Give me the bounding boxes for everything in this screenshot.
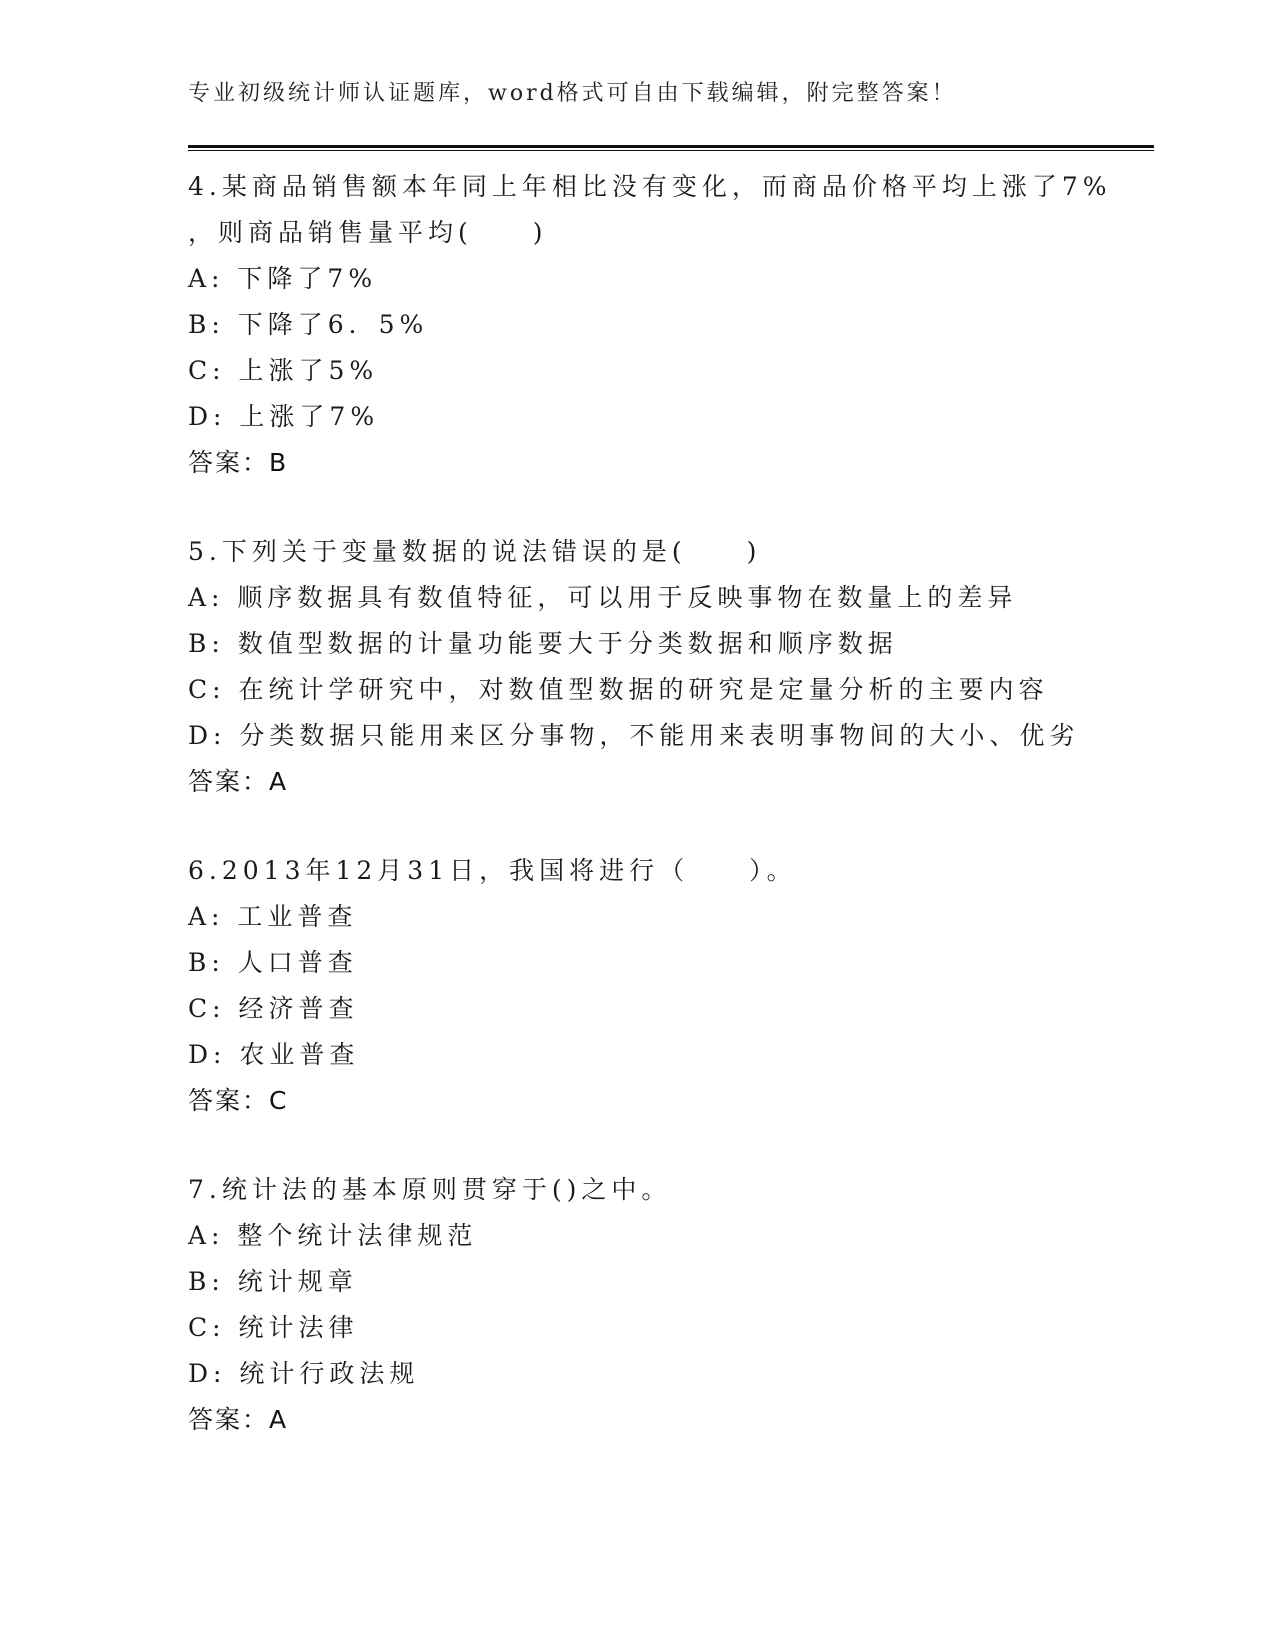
option-c: C: 统计法律 [188, 1313, 359, 1342]
header-rule-thick [188, 145, 1154, 148]
question-stem: 4.某商品销售额本年同上年相比没有变化，而商品价格平均上涨了7% [188, 172, 1112, 201]
option-c: C: 上涨了5% [188, 356, 379, 385]
option-d: D: 分类数据只能用来区分事物，不能用来表明事物间的大小、优劣 [188, 721, 1080, 750]
option-d: D: 上涨了7% [188, 402, 380, 431]
option-c: C: 经济普查 [188, 994, 359, 1023]
page-header: 专业初级统计师认证题库，word格式可自由下载编辑，附完整答案！ [188, 81, 957, 106]
option-d: D: 统计行政法规 [188, 1359, 420, 1388]
option-a: A: 整个统计法律规范 [188, 1221, 478, 1250]
answer: 答案：C [188, 1086, 289, 1115]
option-b: B: 数值型数据的计量功能要大于分类数据和顺序数据 [188, 629, 898, 658]
answer: 答案：B [188, 448, 289, 477]
option-b: B: 统计规章 [188, 1267, 358, 1296]
header-rule-thin [188, 150, 1154, 151]
question-stem: 7.统计法的基本原则贯穿于()之中。 [188, 1175, 672, 1204]
option-a: A: 下降了7% [188, 264, 378, 293]
question-5 [188, 529, 1118, 805]
option-b: B: 人口普查 [188, 948, 358, 977]
answer: 答案：A [188, 1405, 289, 1434]
question-7 [188, 1167, 1118, 1443]
question-stem: 5.下列关于变量数据的说法错误的是( ) [188, 537, 762, 566]
question-list [188, 164, 1118, 1486]
option-a: A: 顺序数据具有数值特征，可以用于反映事物在数量上的差异 [188, 583, 1018, 612]
option-d: D: 农业普查 [188, 1040, 360, 1069]
question-stem-continued: ，则商品销售量平均( ) [188, 218, 548, 247]
question-stem: 6.2013年12月31日，我国将进行（ ）。 [188, 856, 797, 885]
option-c: C: 在统计学研究中，对数值型数据的研究是定量分析的主要内容 [188, 675, 1049, 704]
question-6 [188, 848, 1118, 1124]
option-a: A: 工业普查 [188, 902, 358, 931]
option-b: B: 下降了6．5% [188, 310, 429, 339]
question-4 [188, 164, 1118, 486]
answer: 答案：A [188, 767, 289, 796]
